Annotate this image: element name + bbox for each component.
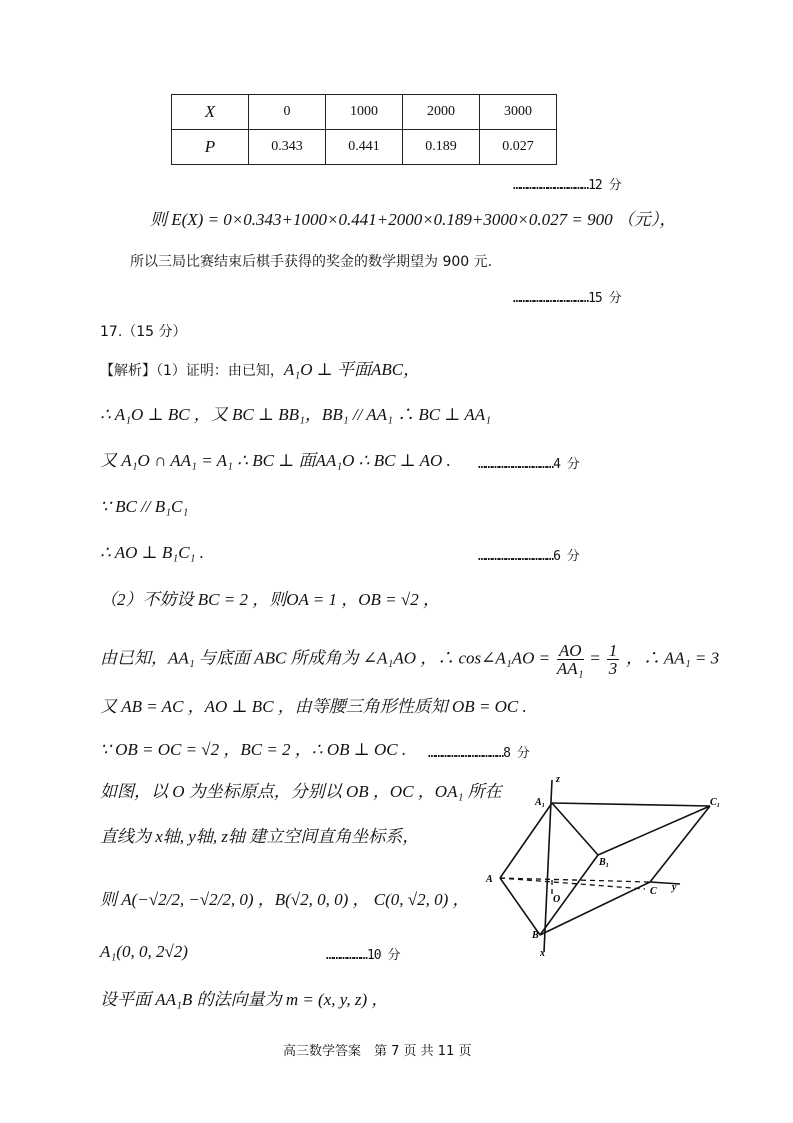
table-cell: 0 — [249, 95, 326, 130]
part2-line6: 直线为 x轴, y轴, z轴 建立空间直角坐标系， — [100, 827, 420, 846]
label-o: O — [553, 894, 561, 905]
label-z: z — [556, 774, 560, 785]
label-a1: A₁ — [535, 797, 546, 808]
part1-line4: ∵ BC // B₁C₁ — [100, 497, 189, 516]
table-header-x: X — [172, 95, 249, 130]
label-y: y — [672, 882, 677, 893]
table-cell: 3000 — [480, 95, 557, 130]
table-cell: 0.343 — [249, 130, 326, 165]
table-cell: 0.441 — [326, 130, 403, 165]
question-17-heading: 17.（15 分） — [100, 324, 187, 340]
part1-line5: ∴ AO ⊥ B₁C₁ . — [100, 543, 204, 562]
table-cell: 0.189 — [403, 130, 480, 165]
part2-line1: （2）不妨设 BC = 2 ，则OA = 1 ，OB = √2 ， — [100, 590, 440, 609]
expectation-formula: 则 E(X) = 0×0.343+1000×0.441+2000×0.189+3000×0.027 = 900 （元）， — [150, 210, 677, 229]
table-row — [172, 130, 557, 165]
part1-line3: 又 A₁O ∩ AA₁ = A₁ ∴ BC ⊥ 面AA₁O ∴ BC ⊥ AO . — [100, 451, 451, 470]
edge-b-c — [540, 882, 650, 935]
expectation-conclusion: 所以三局比赛结束后棋手获得的奖金的数学期望为 900 元. — [130, 254, 493, 270]
label-b: B — [532, 930, 539, 941]
distribution-table — [171, 94, 557, 165]
part2-line2: 由已知，AA₁ 与底面 ABC 所成角为 ∠A₁AO ，∴ cos∠A₁AO = $\frac{AO}{\text{AA₁}}$ = $\frac{1}{3}$ ，∴ AA₁ = 3 — [100, 641, 720, 678]
prism-coordinate-figure — [480, 770, 730, 960]
edge-a-a1 — [500, 803, 552, 878]
score-marker-15: ……………………………15 分 — [513, 291, 621, 306]
page-footer: 高三数学答案 第 7 页 共 11 页 — [283, 1044, 472, 1059]
label-a: A — [486, 874, 493, 885]
part2-line4: ∵ OB = OC = √2 ，BC = 2 ，∴ OB ⊥ OC . — [100, 740, 407, 759]
score-marker-4: ……………………………4 分 — [478, 457, 579, 472]
table-header-p: P — [172, 130, 249, 165]
part1-line1 — [100, 360, 420, 381]
table-cell: 1000 — [326, 95, 403, 130]
fraction-ao-aa1: $\frac{AO}{\text{AA₁}}$ — [556, 641, 584, 678]
label-x: x — [540, 948, 545, 959]
part2-line3: 又 AB = AC ，AO ⊥ BC ，由等腰三角形性质知 OB = OC . — [100, 697, 527, 716]
part2-line8: A₁(0, 0, 2√2) — [100, 942, 188, 961]
table-row — [172, 95, 557, 130]
cos-angle-text: 由已知，AA₁ 与底面 ABC 所成角为 ∠A₁AO ，∴ cos∠A₁AO = — [100, 648, 551, 668]
part2-line5: 如图，以 O 为坐标原点，分别以 OB ，OC ，OA₁ 所在 — [100, 782, 502, 801]
table-cell: 0.027 — [480, 130, 557, 165]
edge-a1-b1 — [552, 803, 598, 855]
part2-line9: 设平面 AA₁B 的法向量为 m = (x, y, z) ， — [100, 990, 389, 1009]
label-c1: C₁ — [710, 797, 721, 808]
score-marker-8: ……………………………8 分 — [428, 746, 529, 761]
label-b1: B₁ — [599, 857, 610, 868]
fraction-one-third: $\frac{1}{3}$ — [608, 641, 618, 678]
score-marker-10: ………………10 分 — [326, 948, 400, 963]
part1-line2: ∴ A₁O ⊥ BC ，又 BC ⊥ BB₁，BB₁ // AA₁ ∴ BC ⊥ AA₁ — [100, 405, 492, 424]
part2-line7: 则 A(−√2/2, −√2/2, 0) ，B(√2, 0, 0) ， C(0, √2, 0) ， — [100, 890, 470, 909]
edge-a-b — [500, 878, 540, 935]
label-c: C — [650, 886, 657, 897]
edge-b1-c1 — [598, 806, 710, 855]
score-marker-12: ……………………………12 分 — [513, 178, 621, 193]
edge-c1-c — [650, 806, 710, 882]
edge-a1-c1 — [552, 803, 710, 806]
table-cell: 2000 — [403, 95, 480, 130]
aa1-equals: ，∴ AA₁ = 3 — [625, 648, 720, 668]
score-marker-6: ……………………………6 分 — [478, 549, 579, 564]
analysis-label: 【解析】（1）证明：由已知， — [100, 363, 284, 379]
part1-statement: A₁O ⊥ 平面ABC， — [283, 360, 421, 379]
